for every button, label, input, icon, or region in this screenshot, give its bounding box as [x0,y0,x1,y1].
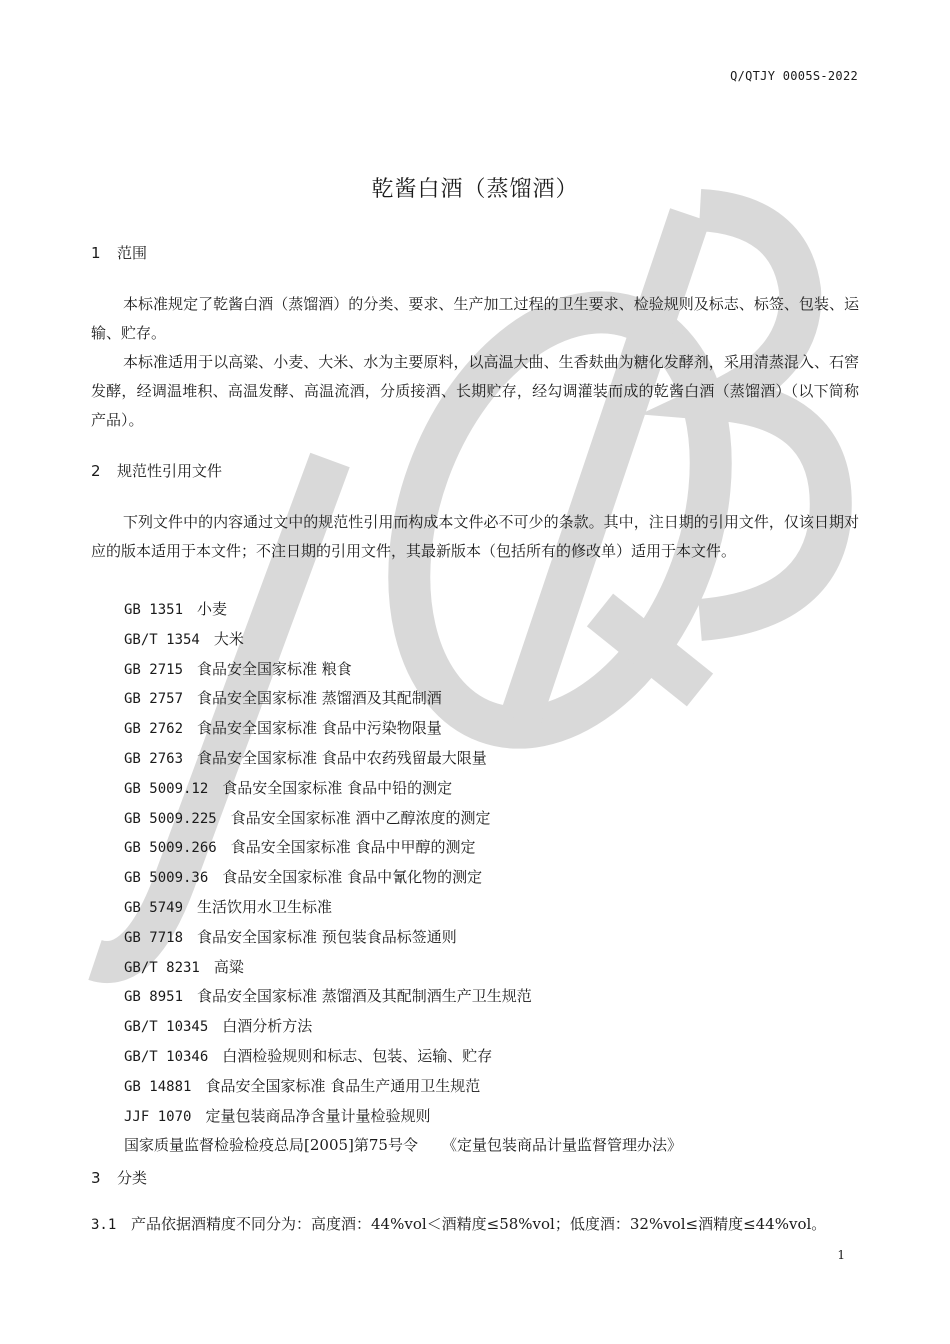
reference-title: 食品安全国家标准 食品中铅的测定 [222,778,453,797]
reference-item [124,1042,682,1072]
reference-title: 高粱 [213,957,244,976]
section-1-paragraph-2: 本标准适用于以高粱、小麦、大米、水为主要原料，以高温大曲、生香麸曲为糖化发酵剂，采用清蒸混入、石窖发酵，经调温堆积、高温发酵、高温流酒，分质接酒、长期贮存，经勾调灌装而成的乾酱白酒（蒸馏酒）（以下简称产品）。 [91,353,859,429]
section-title: 规范性引用文件 [117,462,223,480]
reference-code: GB 7718 [124,929,184,946]
reference-code: GB 5749 [124,899,184,916]
reference-code: GB 2715 [124,661,184,678]
section-title: 范围 [117,244,148,262]
standard-code: Q/QTJY 0005S-2022 [730,69,858,83]
reference-item [124,1072,682,1102]
reference-item [124,893,682,923]
reference-code: GB 2757 [124,691,184,708]
section-2-intro: 下列文件中的内容通过文中的规范性引用而构成本文件必不可少的条款。其中，注日期的引用文件，仅该日期对应的版本适用于本文件；不注日期的引用文件，其最新版本（包括所有的修改单）适用于本文件。 [91,513,859,560]
section-3-heading [91,1167,147,1188]
reference-code: GB 1351 [124,602,184,618]
section-number: 3 [91,1169,101,1187]
reference-title: 食品安全国家标准 食品中污染物限量 [197,719,442,738]
reference-title: 大米 [213,629,244,648]
clause-number: 3.1 [91,1217,117,1233]
section-number: 1 [91,244,101,262]
reference-title: 食品安全国家标准 蒸馏酒及其配制酒 [197,689,442,708]
reference-code: GB/T 10345 [124,1019,209,1036]
reference-code: GB 2763 [124,750,184,767]
reference-title: 小麦 [197,600,228,618]
reference-title: 食品安全国家标准 酒中乙醇浓度的测定 [230,808,491,827]
section-title: 分类 [117,1169,148,1187]
reference-item [124,953,682,983]
reference-item [124,923,682,953]
reference-item [124,684,682,714]
reference-code: GB 2762 [124,721,184,738]
reference-item [124,863,682,893]
reference-item [124,655,682,685]
clause-text: 产品依据酒精度不同分为：高度酒：44%vol＜酒精度≤58%vol；低度酒：32%vol≤酒精度≤44%vol。 [131,1215,827,1233]
reference-item [124,595,682,625]
reference-title: 食品安全国家标准 食品中甲醇的测定 [230,838,476,857]
reference-title: 食品安全国家标准 食品中农药残留最大限量 [197,748,487,767]
reference-item [124,714,682,744]
reference-item [124,1131,682,1160]
reference-code: GB/T 1354 [124,631,200,648]
reference-title: 食品安全国家标准 预包装食品标签通则 [197,927,457,946]
reference-title: 《定量包装商品计量监督管理办法》 [441,1136,682,1155]
reference-title: 食品安全国家标准 食品生产通用卫生规范 [205,1076,481,1095]
reference-title: 白酒分析方法 [222,1017,313,1036]
clause-3-1 [91,1213,826,1234]
reference-code: GB 8951 [124,989,184,1006]
reference-title: 食品安全国家标准 食品中氰化物的测定 [222,868,483,887]
section-1-paragraph-1: 本标准规定了乾酱白酒（蒸馏酒）的分类、要求、生产加工过程的卫生要求、检验规则及标志、标签、包装、运输、贮存。 [91,295,859,342]
reference-item [124,833,682,863]
page-number: 1 [837,1248,845,1262]
section-1-heading [91,242,147,263]
page-title: 乾酱白酒（蒸馏酒） [371,177,579,202]
reference-title: 定量包装商品净含量计量检验规则 [205,1106,431,1125]
reference-code: GB 5009.225 [124,810,217,827]
reference-item [124,625,682,655]
reference-title: 食品安全国家标准 粮食 [197,659,352,678]
reference-code: GB/T 10346 [124,1048,209,1065]
reference-code: JJF 1070 [124,1108,192,1125]
reference-item [124,1102,682,1132]
reference-title: 生活饮用水卫生标准 [197,897,333,916]
reference-title: 白酒检验规则和标志、包装、运输、贮存 [222,1046,493,1065]
reference-title: 食品安全国家标准 蒸馏酒及其配制酒生产卫生规范 [197,987,532,1006]
reference-code: GB 5009.266 [124,840,217,857]
reference-item [124,774,682,804]
reference-item [124,744,682,774]
reference-code: GB 14881 [124,1078,192,1095]
reference-code: GB/T 8231 [124,959,200,976]
reference-code: 国家质量监督检验检疫总局[2005]第75号令 [124,1136,418,1155]
section-number: 2 [91,462,101,480]
reference-code: GB 5009.36 [124,870,209,887]
normative-references-list [124,595,682,1160]
reference-item [124,982,682,1012]
section-2-heading [91,460,222,481]
reference-code: GB 5009.12 [124,780,209,797]
reference-item [124,804,682,834]
reference-item [124,1012,682,1042]
